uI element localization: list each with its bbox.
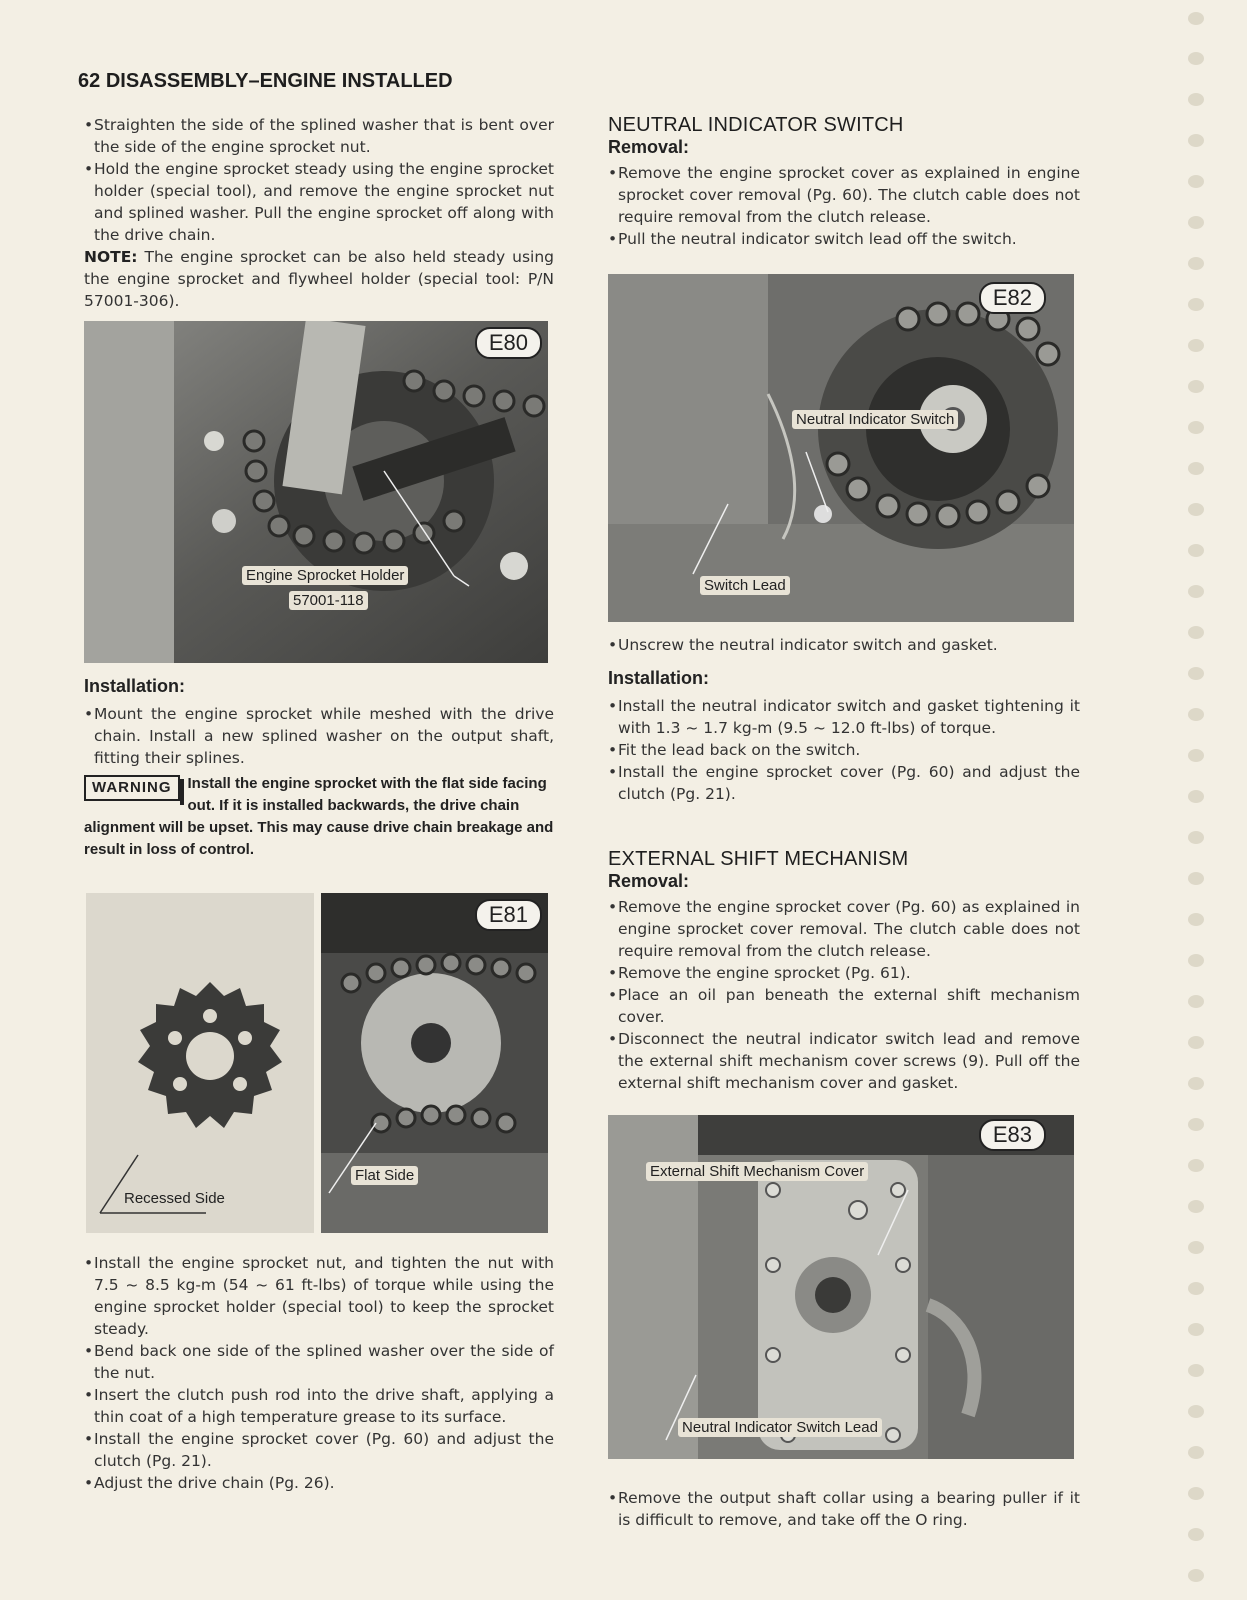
note	[84, 246, 554, 312]
list-item: • Install the neutral indicator switch and gasket tightening it with 1.3 ~ 1.7 kg-m (9.5 ~ 12.0 ft-lbs) of torque.	[608, 695, 1080, 739]
punch-hole	[1188, 1118, 1204, 1131]
list-item: • Unscrew the neutral indicator switch and gasket.	[608, 634, 1080, 656]
list-item: • Install the engine sprocket cover (Pg. 60) and adjust the clutch (Pg. 21).	[608, 761, 1080, 805]
punch-hole	[1188, 1159, 1204, 1172]
list-item: • Remove the output shaft collar using a bearing puller if it is difficult to remove, and take off the O ring.	[608, 1487, 1080, 1531]
right-final	[608, 1487, 1080, 1531]
punch-hole	[1188, 298, 1204, 311]
punch-hole	[1188, 93, 1204, 106]
section-title-neutral-indicator-switch: NEUTRAL INDICATOR SWITCH	[608, 114, 904, 136]
install-bullet-list	[84, 703, 554, 769]
punch-hole	[1188, 954, 1204, 967]
removal2-bullet-list	[608, 896, 1080, 1094]
right-external-shift-section	[608, 848, 1080, 1094]
punch-hole	[1188, 831, 1204, 844]
warning-label: WARNING	[84, 775, 180, 801]
punch-hole	[1188, 1569, 1204, 1582]
punch-hole	[1188, 462, 1204, 475]
callout-neutral-indicator-switch-lead: Neutral Indicator Switch Lead	[678, 1418, 882, 1437]
punch-hole	[1188, 1200, 1204, 1213]
removal-heading: Removal:	[608, 871, 690, 891]
figure-e83	[608, 1115, 1074, 1459]
punch-hole	[1188, 339, 1204, 352]
installation-heading: Installation:	[84, 676, 186, 696]
punch-hole	[1188, 749, 1204, 762]
list-item: • Insert the clutch push rod into the drive shaft, applying a thin coat of a high temperature grease to its surface.	[84, 1384, 554, 1428]
callout-flat-side: Flat Side	[351, 1166, 418, 1185]
list-item: • Straighten the side of the splined washer that is bent over the side of the engine sprocket nut.	[84, 114, 554, 158]
punch-hole	[1188, 12, 1204, 25]
final-bullet-list	[608, 1487, 1080, 1531]
install-bullet-list	[608, 695, 1080, 805]
list-item: • Pull the neutral indicator switch lead off the switch.	[608, 228, 1080, 250]
callout-switch-lead: Switch Lead	[700, 576, 790, 595]
punch-hole	[1188, 257, 1204, 270]
punch-hole	[1188, 503, 1204, 516]
list-item: • Adjust the drive chain (Pg. 26).	[84, 1472, 554, 1494]
callout-external-shift-mechanism-cover: External Shift Mechanism Cover	[646, 1162, 868, 1181]
installation-heading: Installation:	[608, 668, 710, 688]
punch-hole	[1188, 1487, 1204, 1500]
left-post-install	[84, 1252, 554, 1494]
punch-hole	[1188, 790, 1204, 803]
punch-hole	[1188, 626, 1204, 639]
engine-sprocket-holder-photo	[84, 321, 548, 663]
punch-hole	[1188, 1405, 1204, 1418]
list-item: • Remove the engine sprocket cover (Pg. 60) as explained in engine sprocket cover removal. The clutch cable does not require removal from the clutch release.	[608, 896, 1080, 962]
list-item: • Fit the lead back on the switch.	[608, 739, 1080, 761]
left-installation	[84, 676, 554, 861]
left-column-intro	[84, 114, 554, 312]
list-item: • Disconnect the neutral indicator switch lead and remove the external shift mechanism cover screws (9). Pull off the external shift mechanism cover and gasket.	[608, 1028, 1080, 1094]
right-neutral-switch-install	[608, 634, 1080, 805]
removal-heading: Removal:	[608, 137, 690, 157]
figure-e81-left	[86, 893, 314, 1233]
punch-hole	[1188, 667, 1204, 680]
callout-engine-sprocket-holder: Engine Sprocket Holder	[242, 566, 408, 585]
punch-hole	[1188, 52, 1204, 65]
note-text: The engine sprocket can be also held steady using the engine sprocket and flywheel holder (special tool: P/N 57001-306).	[84, 248, 554, 310]
figure-e82	[608, 274, 1074, 622]
callout-recessed-side: Recessed Side	[124, 1190, 225, 1207]
punch-hole	[1188, 421, 1204, 434]
list-item: • Bend back one side of the splined washer over the side of the nut.	[84, 1340, 554, 1384]
note-label: NOTE:	[84, 248, 138, 266]
figure-e80	[84, 321, 548, 663]
list-item: • Remove the engine sprocket (Pg. 61).	[608, 962, 1080, 984]
figure-label-e82: E82	[979, 282, 1046, 314]
list-item: • Hold the engine sprocket steady using the engine sprocket holder (special tool), and remove the engine sprocket nut and splined washer. Pull the engine sprocket off along with the drive chain.	[84, 158, 554, 246]
figure-label-e80: E80	[475, 327, 542, 359]
page-header	[78, 70, 453, 93]
figure-label-e81: E81	[475, 899, 542, 931]
unscrew-bullet-list	[608, 634, 1080, 656]
punch-hole	[1188, 134, 1204, 147]
neutral-switch-photo	[608, 274, 1074, 622]
section-title-external-shift-mechanism: EXTERNAL SHIFT MECHANISM	[608, 848, 909, 870]
post-bullet-list	[84, 1252, 554, 1494]
punch-hole	[1188, 1364, 1204, 1377]
figure-label-e83: E83	[979, 1119, 1046, 1151]
warning-text: Install the engine sprocket with the flat side facing out. If it is installed backwards, the drive chain alignment will be upset. This may cause drive chain breakage and result in loss of control.	[84, 775, 554, 858]
punch-hole	[1188, 544, 1204, 557]
list-item: • Remove the engine sprocket cover as explained in engine sprocket cover removal (Pg. 60). The clutch cable does not require removal from the clutch release.	[608, 162, 1080, 228]
callout-neutral-indicator-switch: Neutral Indicator Switch	[792, 410, 958, 429]
intro-bullet-list	[84, 114, 554, 246]
removal-bullet-list	[608, 162, 1080, 250]
punch-hole	[1188, 175, 1204, 188]
list-item: • Place an oil pan beneath the external shift mechanism cover.	[608, 984, 1080, 1028]
punch-hole	[1188, 216, 1204, 229]
page-title: DISASSEMBLY–ENGINE INSTALLED	[105, 70, 453, 92]
list-item: • Mount the engine sprocket while meshed with the drive chain. Install a new splined washer on the output shaft, fitting their splines.	[84, 703, 554, 769]
punch-hole	[1188, 1323, 1204, 1336]
punch-hole	[1188, 1077, 1204, 1090]
punch-hole	[1188, 913, 1204, 926]
page-number: 62	[78, 70, 101, 92]
punch-hole	[1188, 1282, 1204, 1295]
punch-hole	[1188, 1036, 1204, 1049]
warning-block	[84, 773, 554, 861]
list-item: • Install the engine sprocket nut, and tighten the nut with 7.5 ~ 8.5 kg-m (54 ~ 61 ft-lbs) of torque while using the engine sprocket holder (special tool) to keep the sprocket steady.	[84, 1252, 554, 1340]
punch-hole	[1188, 585, 1204, 598]
punch-hole	[1188, 995, 1204, 1008]
punch-hole	[1188, 1446, 1204, 1459]
punch-hole	[1188, 1241, 1204, 1254]
punch-hole	[1188, 872, 1204, 885]
list-item: • Install the engine sprocket cover (Pg. 60) and adjust the clutch (Pg. 21).	[84, 1428, 554, 1472]
punch-hole	[1188, 380, 1204, 393]
figure-e81	[321, 893, 548, 1233]
punch-hole	[1188, 1528, 1204, 1541]
callout-part-number: 57001-118	[289, 591, 368, 610]
right-neutral-switch-section	[608, 114, 1080, 250]
punch-hole	[1188, 708, 1204, 721]
sprocket-photo	[86, 893, 314, 1233]
